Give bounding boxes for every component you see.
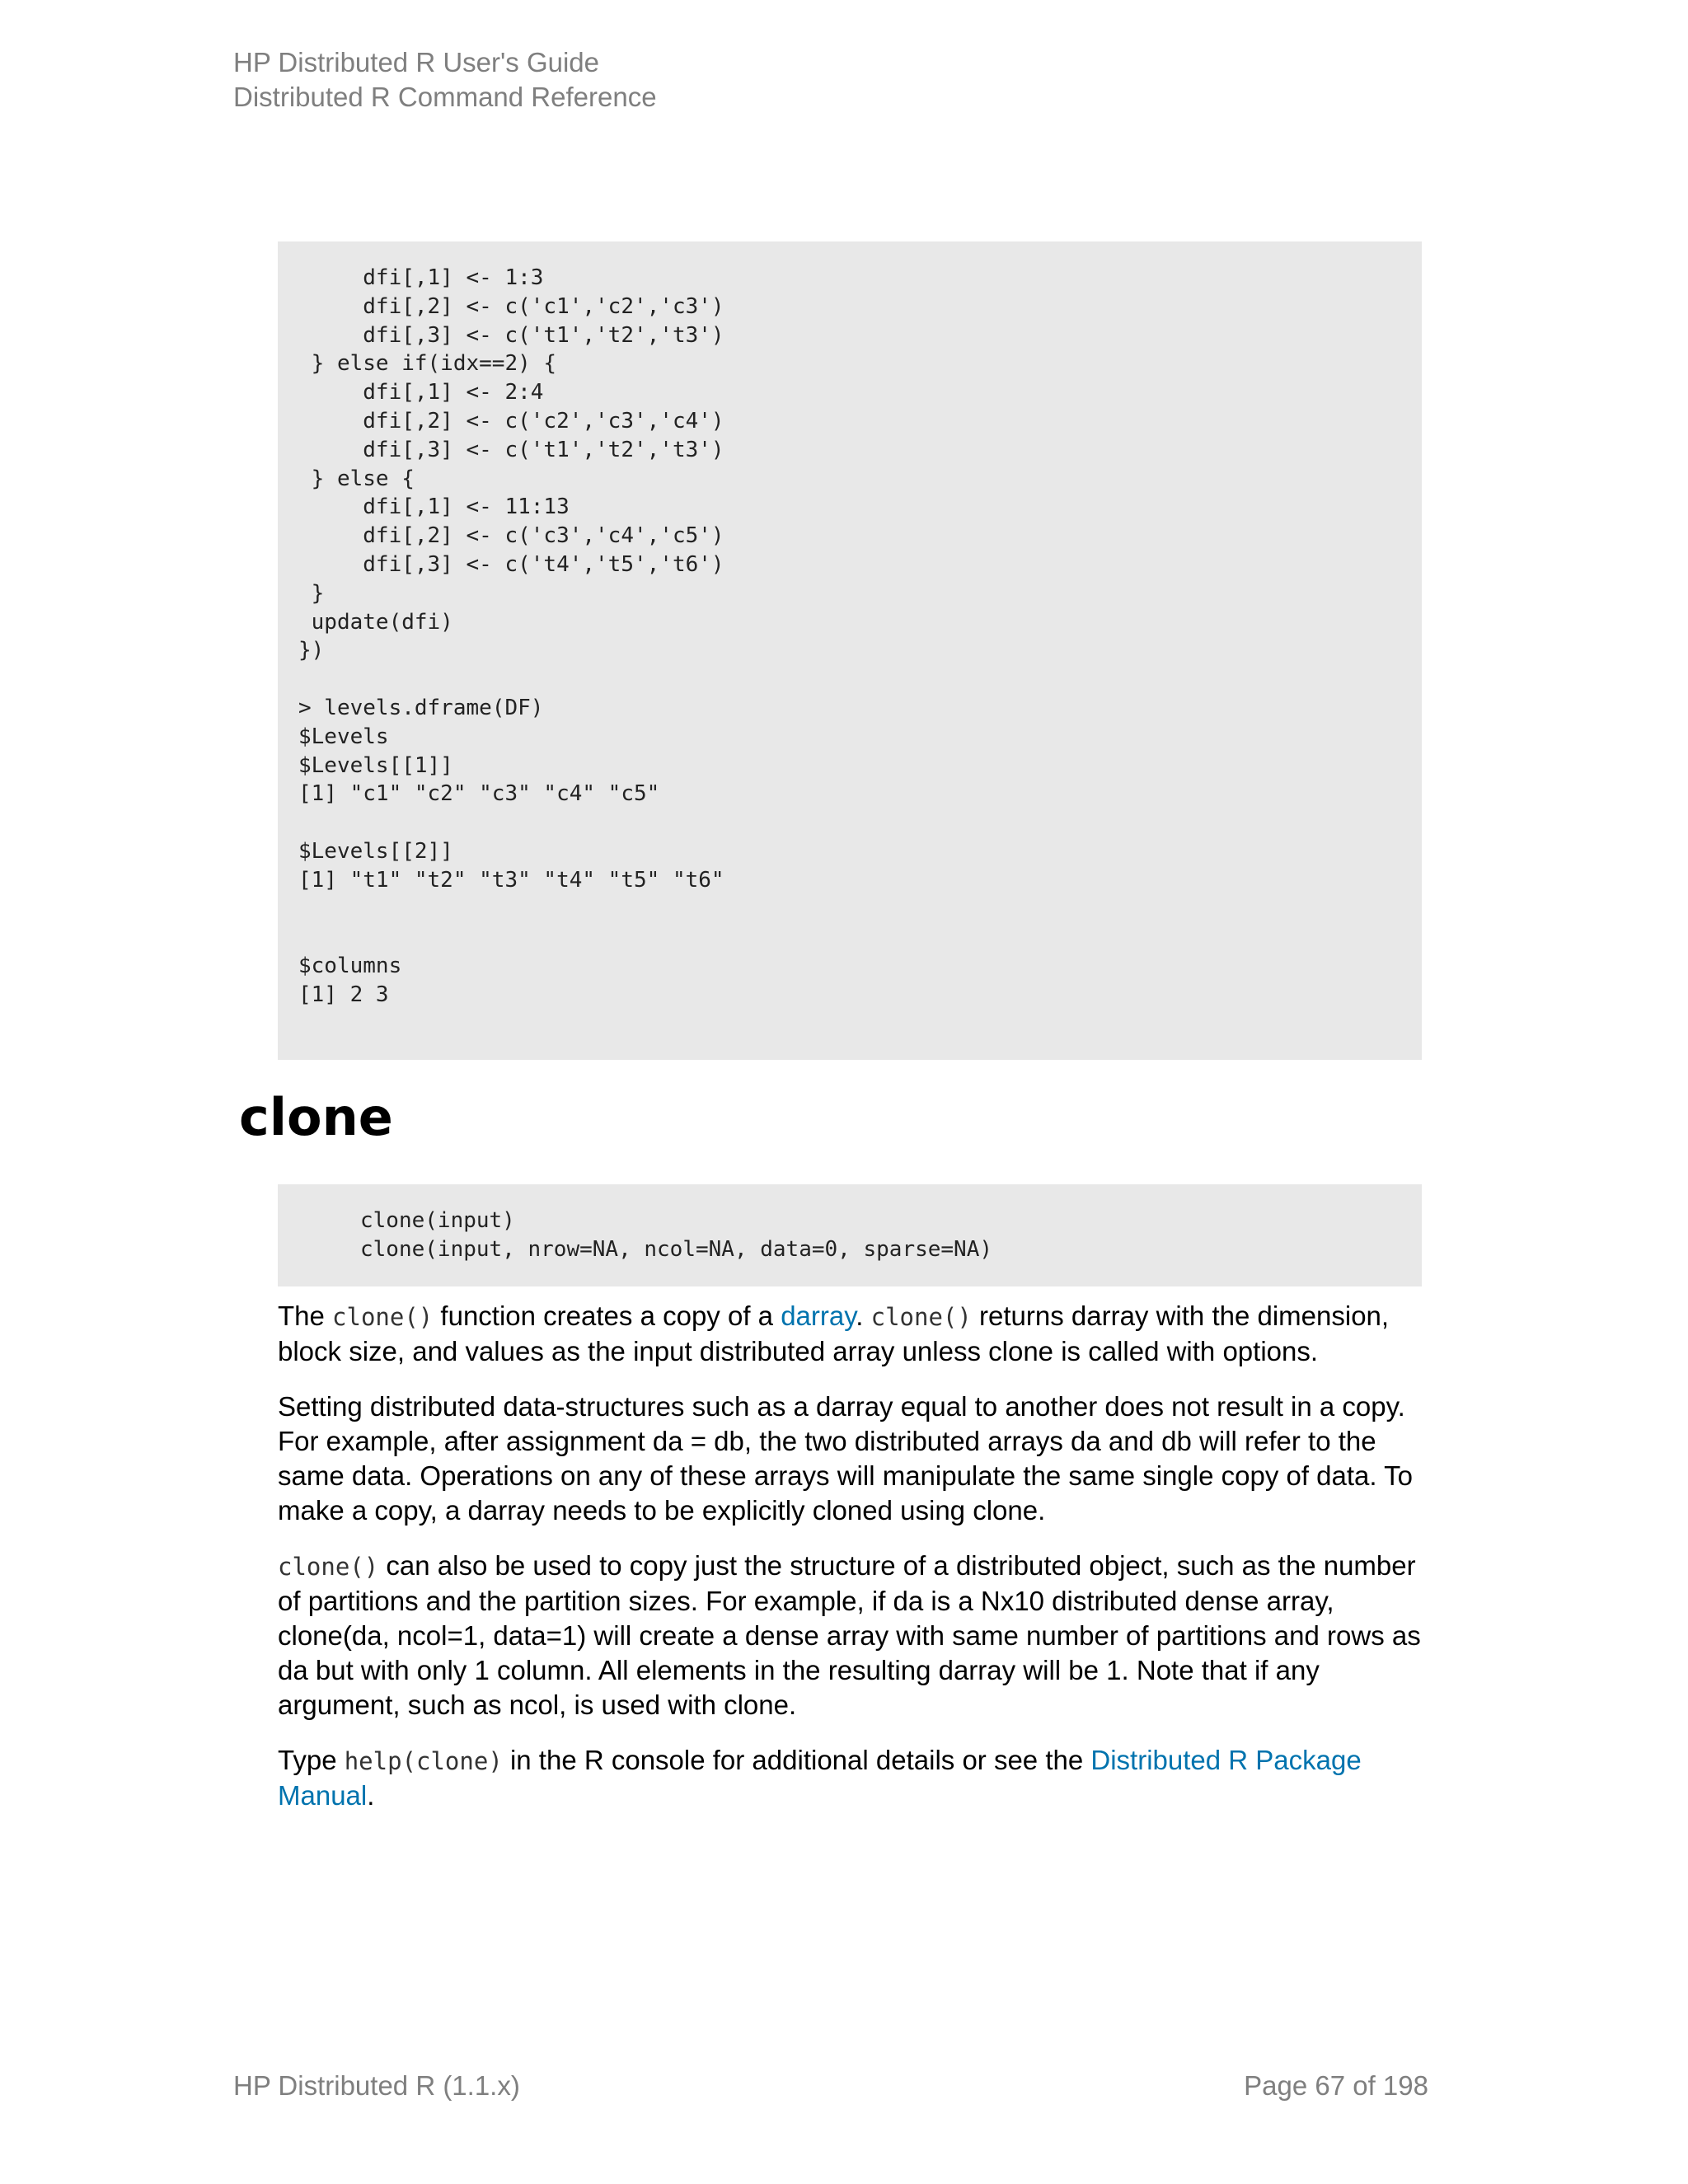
inline-code: help(clone)	[344, 1747, 503, 1775]
darray-link[interactable]: darray	[781, 1301, 856, 1331]
section-heading: clone	[239, 1087, 393, 1147]
code-text: clone(input) clone(input, nrow=NA, ncol=NA, data=0, sparse=NA)	[360, 1208, 993, 1262]
inline-code: clone()	[870, 1303, 972, 1331]
inline-code: clone()	[278, 1553, 379, 1581]
package-manual-link[interactable]: Distributed R Package Manual	[278, 1745, 1362, 1811]
code-text: dfi[,1] <- 1:3 dfi[,2] <- c('c1','c2','c3') dfi[,3] <- c('t1','t2','t3') } else if(idx==2) { dfi[,1] <- 2:4 dfi[,2] <- c('c2','c3','c4') dfi[,3] <- c('t1','t2','t3') } else { dfi[,1] <- 11:13 dfi[,2] <- c('c3','c4','c5') dfi[,3] <- c('t4','t5','t6') } update(dfi) }) > levels.dframe(DF) $Levels $Levels[[1]] [1] "c1" "c2" "c3" "c4" "c5" $Levels[[2]] [1] "t1" "t2" "t3" "t4" "t5" "t6" $columns [1] 2 3	[298, 265, 724, 1007]
paragraph-help: Type help(clone) in the R console for additional details or see the Distributed R Package Manual.	[278, 1745, 1362, 1811]
code-block-signature	[278, 1184, 1422, 1286]
footer-product: HP Distributed R (1.1.x)	[233, 2070, 520, 2101]
footer-page-number: Page 67 of 198	[1244, 2070, 1428, 2101]
guide-title: HP Distributed R User's Guide	[233, 47, 600, 77]
code-block-example	[278, 241, 1422, 1060]
inline-code: clone()	[332, 1303, 434, 1331]
body-text	[278, 1299, 1438, 1834]
paragraph-structure-copy: clone() can also be used to copy just the structure of a distributed object, such as the number of partitions and the partition sizes. For example, if da is a Nx10 distributed dense array, clone(da, ncol=1, data=1) will create a dense array with same number of partitions and rows as da but with only 1 column. All elements in the resulting darray will be 1. Note that if any argument, such as ncol, is used with clone.	[278, 1550, 1421, 1720]
section-title: Distributed R Command Reference	[233, 82, 657, 112]
running-header	[233, 45, 657, 115]
paragraph-copy-semantics: Setting distributed data-structures such as a darray equal to another does not result in a copy. For example, after assignment da = db, the two distributed arrays da and db will refer to the same data. Operations on any of these arrays will manipulate the same single copy of data. To make a copy, a darray needs to be explicitly cloned using clone.	[278, 1391, 1413, 1526]
paragraph-description: The clone() function creates a copy of a darray. clone() returns darray with the dimension, block size, and values as the input distributed array unless clone is called with options.	[278, 1301, 1390, 1366]
